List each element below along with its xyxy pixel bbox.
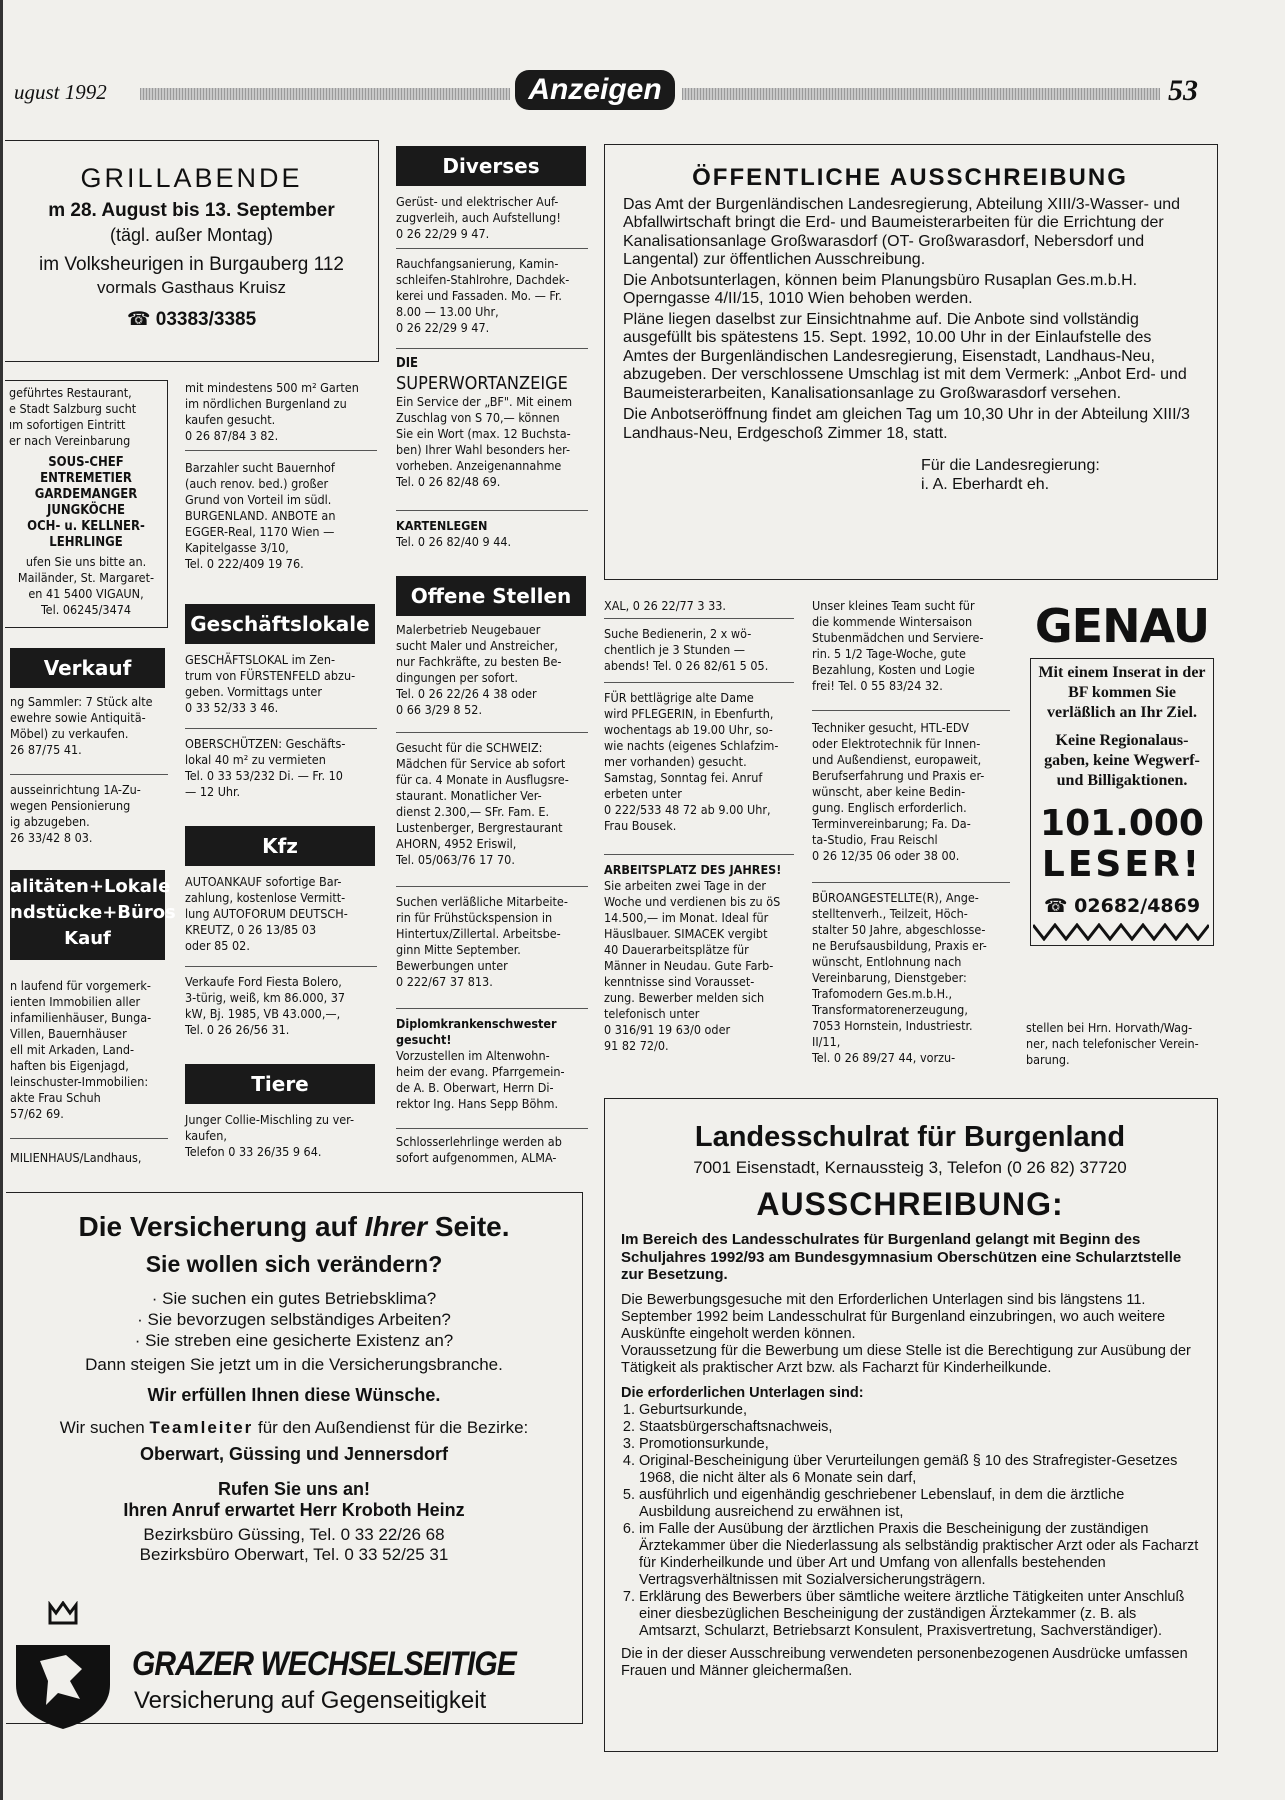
insurance-sub: Sie wollen sich verändern? (145, 1251, 443, 1277)
realitaeten-ad: n laufend für vorgemerk- ienten Immobilien aller infamilienhäuser, Bunga- Villen, Bauernhäuser ell mit Arkaden, Land- haften bis Eigenjagd, leinschuster-Immobilien: akte Frau Schuh 57/62 69. (10, 978, 152, 1121)
xal-ad: XAL, 0 26 22/77 3 33. (604, 598, 726, 613)
restaurant-jobs: SOUS-CHEF ENTREMETIER GARDEMANGER JUNGKÖCHE OCH- u. KELLNER- LEHRLINGE (27, 455, 145, 550)
grill-formerly: vormals Gasthaus Kruisz (97, 278, 286, 297)
school-body: Die Bewerbungsgesuche mit den Erforderlichen Unterlagen sind bis längstens 11. September 1992 beim Landesschulrat für Burgenland einzubringen, wo auch weitere Auskünfte eingeholt werden können. Voraussetzung für die Bewerbung um diese Stelle ist die Berechtigung zur Ausübung der Tätigkeit als praktischer Arzt bzw. als Facharzt für Kinderheilkunde. Die erforderlichen Unterlagen sind: 1. Geburtsurkunde, 2. Staatsbürgerschaftsnachweis, 3. Promotionsurkunde, 4. Original-Bescheinigung über Verurteilungen gemäß § 10 des Strafregister-Gesetzes 1968, die nicht älter als 6 Monate sein darf, 5. ausführlich und eigenhändig geschriebener Lebenslauf, in dem die ärztliche Ausbildung ausreichend zu erwähnen ist, 6. im Falle der Ausübung der ärztlichen Praxis die Bescheinigung der zuständigen Ärztekammer über die Niederlassung als selbständig praktischer Arzt oder als Facharzt für Kinderheilkunde und über Art und Umfang von allenfalls bestehenden Vertragsverhältnissen mit Sozialversicherungsträgern. 7. Erklärung des Bewerbers über sämtliche weitere ärztliche Tätigkeiten unter Anschluß einer diesbezüglichen Bescheinigung der zuständigen Ärztekammer (z. B. als Amtsarzt, Schularzt, Betriebsarzt Konsulent, Praxisvertretung, Sachverständiger). Die in der dieser Ausschreibung verwendeten personenbezogenen Ausdrücke umfassen Frauen und Männer gleichermaßen. (621, 1292, 1199, 1680)
tiere-heading: Tiere (185, 1064, 375, 1104)
offene-stellen-heading: Offene Stellen (396, 576, 586, 616)
insurance-wir-suchen: Wir suchen Teamleiter für den Außendienst für die Bezirke: (59, 1418, 529, 1437)
school-requirements: 1. Geburtsurkunde, 2. Staatsbürgerschaftsnachweis, 3. Promotionsurkunde, 4. Original-Bescheinigung über Verurteilungen gemäß § 10 des Strafregister-Gesetzes 1968, die nicht älter als 6 Monate sein darf, 5. ausführlich und eigenhändig geschriebener Lebenslauf, in dem die ärztliche Ausbildung ausreichend zu erwähnen ist, 6. im Falle der Ausübung der ärztlichen Praxis die Bescheinigung der zuständigen Ärztekammer über die Niederlassung als selbständig praktischer Arzt oder als Facharzt für Kinderheilkunde und über Art und Umfang von allenfalls bestehenden Vertragsverhältnissen mit Sozialversicherungsträgern. 7. Erklärung des Bewerbers über sämtliche weitere ärztliche Tätigkeiten unter Anschluß einer diesbezüglichen Bescheinigung der zuständigen Ärztekammer (z. B. als Amtsarzt, Schularzt, Betriebsarzt Konsulent, Praxisvertretung, Sachverständiger). (621, 1402, 1199, 1640)
grill-days: (tägl. außer Montag) (109, 225, 274, 245)
insurance-buero-oberwart: Bezirksbüro Oberwart, Tel. 0 33 52/25 31 (139, 1545, 449, 1564)
superwort-die: DIE (396, 356, 419, 371)
divider (812, 882, 1010, 883)
genau-ad (1030, 598, 1214, 996)
school-ad (604, 1098, 1218, 1752)
divider (396, 886, 588, 887)
phone-icon: ☎ (126, 309, 156, 330)
superwort-ad (396, 356, 588, 490)
public-tender-p1: Das Amt der Burgenländischen Landesregierung, Abteilung XIII/3-Wasser- und Abfallwirtschaft bringt die Erd- und Baumeisterarbeiten für die Errichtung der Kanalisationsanlage Großwarasdorf (OT- Großwarasdorf, Nebersdorf und Langental) zur öffentlichen Ausschreibung. (623, 195, 1181, 268)
insurance-tagline: Versicherung auf Gegenseitigkeit (134, 1687, 487, 1714)
divider (812, 710, 1010, 711)
school-title: Landesschulrat für Burgenland (694, 1121, 1126, 1153)
superwort-text: Ein Service der „BF". Mit einem Zuschlag von S 70,— können Sie ein Wort (max. 12 Buchsta- ben) Ihrer Wahl besonders her- vorheben. Anzeigenannahme Tel. 0 26 82/48 69. (396, 394, 573, 489)
superwort-title: SUPERWORTANZEIGE (396, 373, 568, 394)
restaurant-text: geführtes Restaurant, e Stadt Salzburg sucht ım sofortigen Eintritt er nach Vereinbarung (9, 385, 137, 448)
genau-title: GENAU (1034, 599, 1210, 653)
genau-inner (1030, 658, 1214, 946)
public-tender-box (604, 144, 1218, 580)
team-ad: Unser kleines Team sucht für die kommende Wintersaison Stubenmädchen und Serviere- rin. 5 1/2 Tage-Woche, gute Bezahlung, Kosten und Logie frei! Tel. 0 55 83/24 32. (812, 598, 984, 693)
header-month: ugust 1992 (14, 80, 107, 104)
public-tender-p4: Die Anbotseröffnung findet am gleichen Tag um 10,30 Uhr in der Abteilung XIII/3 Landhaus-Neu, Erdgeschoß Zimmer 18, statt. (623, 406, 1190, 442)
school-intro: Im Bereich des Landesschulrates für Burgenland gelangt mit Beginn des Schuljahres 1992/93 am Bundesgymnasium Oberschützen eine Schularztstelle zur Besetzung. (621, 1231, 1182, 1283)
insurance-brand: GRAZER WECHSELSEITIGE (132, 1645, 516, 1683)
grazer-crest-icon (10, 1601, 116, 1731)
public-tender-p3: Pläne liegen daselbst zur Einsichtnahme auf. Die Anbote sind vollständig ausgefüllt bis spätestens 15. Sept. 1992, 10.00 Uhr in der Einlaufstelle des Amtes der Burgenländischen Landesregierung, Eisenstadt, Landhaus-Neu, abzugeben. Der verschlossene Umschlag ist mit dem Vermerk: „Anbot Erd- und Baumeisterarbeiten, Kanalisationsanlage zu Großwarasdorf versehen. (623, 310, 1187, 402)
garten-ad: mit mindestens 500 m² Garten im nördlichen Burgenland zu kaufen gesucht. 0 26 87/84 3 82. (185, 380, 359, 443)
divider (185, 966, 377, 967)
pflegerin-ad: FÜR bettlägrige alte Dame wird PFLEGERIN, in Ebenfurth, wochentags ab 19.00 Uhr, so- wie nachts (eigenes Schlafzim- mer vorhanden) gesucht. Samstag, Sonntag fei. Anruf erbeten unter 0 222/533 48 72 ab 9.00 Uhr, Frau Bousek. (604, 690, 779, 833)
restaurant-contact: ufen Sie uns bitte an. Mailänder, St. Margaret- en 41 5400 VIGAUN, Tel. 06245/3474 (17, 554, 155, 617)
genau-phone-row (1033, 895, 1211, 917)
restaurant-ad (5, 380, 168, 628)
divider (396, 1008, 588, 1009)
page-number: 53 (1168, 74, 1198, 107)
insurance-ad (6, 1192, 583, 1724)
divider (604, 682, 794, 683)
arbeitsplatz-ad: ARBEITSPLATZ DES JAHRES! Sie arbeiten zwei Tage in der Woche und verdienen bis zu öS 14.500,— im Monat. Ideal für Häuslbauer. SIMACEK vergibt 40 Dauerarbeitsplätze für Männer in Neudau. Gute Farb- kenntnisse sind Vorausset- zung. Bewerber melden sich telefonisch unter 0 316/91 19 63/0 oder 91 82 72/0. (604, 862, 782, 1053)
geschaeftslokal-ad: GESCHÄFTSLOKAL im Zen- trum von FÜRSTENFELD abzu- geben. Vormittags unter 0 33 52/33 3 46. (185, 652, 356, 715)
divider (396, 1128, 588, 1129)
divider (396, 510, 588, 511)
grill-title: GRILLABENDE (80, 163, 303, 193)
fiesta-ad: Verkaufe Ford Fiesta Bolero, 3-türig, weiß, km 86.000, 37 kW, Bj. 1985, VB 43.000,—, Tel. 0 26 26/56 31. (185, 974, 346, 1037)
insurance-bullets: · Sie suchen ein gutes Betriebsklima? · Sie bevorzugen selbständiges Arbeiten? · Sie streben eine gesicherte Existenz an? (134, 1289, 454, 1350)
autoankauf-ad: AUTOANKAUF sofortige Bar- zahlung, kostenlose Vermitt- lung AUTOFORUM DEUTSCH- KREUTZ, 0 26 13/85 03 oder 85 02. (185, 874, 348, 953)
left-page-edge (0, 0, 3, 1800)
grill-dates: m 28. August bis 13. September (48, 200, 335, 221)
header-rule-left (140, 88, 510, 100)
oberschuetzen-ad: OBERSCHÜTZEN: Geschäfts- lokal 40 m² zu vermieten Tel. 0 33 53/232 Di. — Fr. 10 — 12 Uhr. (185, 736, 346, 799)
insurance-rufen: Rufen Sie uns an! (217, 1479, 370, 1499)
rauchfang-ad: Rauchfangsanierung, Kamin- schleifen-Stahlrohre, Dachdek- kerei und Fassaden. Mo. — Fr. 8.00 — 13.00 Uhr, 0 26 22/29 9 47. (396, 256, 570, 335)
grill-place: im Volksheurigen in Burgauberg 112 (39, 254, 344, 275)
schweiz-ad: Gesucht für die SCHWEIZ: Mädchen für Service ab sofort für ca. 4 Monate in Ausflugsre- staurant. Monatlicher Ver- dienst 2.300,— SFr. Fam. E. Lustenberger, Bergrestaurant AHORN, 4952 Eriswil, Tel. 05/063/76 17 70. (396, 740, 569, 867)
collie-ad: Junger Collie-Mischling zu ver- kaufen, Telefon 0 33 26/35 9 64. (185, 1112, 355, 1159)
school-address: 7001 Eisenstadt, Kernaussteig 3, Telefon (0 26 82) 37720 (693, 1158, 1127, 1177)
sammler-ad: ng Sammler: 7 Stück alte ewehre sowie Antiquitä- Möbel) zu verkaufen. 26 87/75 41. (10, 694, 153, 757)
geruest-ad: Gerüst- und elektrischer Auf- zugverleih, auch Aufstellung! 0 26 22/29 9 47. (396, 194, 561, 241)
insurance-headline: Die Versicherung auf Ihrer Seite. (78, 1211, 510, 1242)
divider (396, 732, 588, 733)
school-heading: AUSSCHREIBUNG: (756, 1186, 1064, 1222)
hauseinrichtung-ad: ausseinrichtung 1A-Zu- wegen Pensionierung ig abzugeben. 26 33/42 8 03. (10, 782, 141, 845)
familienhaus-ad: MILIENHAUS/Landhaus, (10, 1150, 142, 1165)
horvath-ad: stellen bei Hrn. Horvath/Wag- ner, nach telefonischer Verein- barung. (1026, 1020, 1199, 1067)
diplom-ad: Diplomkrankenschwester gesucht! Vorzustellen im Altenwohn- heim der evang. Pfarrgemein- de A. B. Oberwart, Herrn Di- rektor Ing. Hans Sepp Böhm. (396, 1016, 565, 1111)
header-section-title: Anzeigen (515, 70, 675, 110)
grill-ad (5, 140, 379, 362)
divider (10, 1138, 168, 1139)
barzahler-ad: Barzahler sucht Bauernhof (auch renov. bed.) großer Grund von Vorteil im südl. BURGENLAND. ANBOTE an EGGER-Real, 1170 Wien — Kapitelgasse 3/10, Tel. 0 222/409 19 76. (185, 460, 336, 571)
grill-phone-row (5, 308, 378, 331)
divider (185, 728, 377, 729)
realitaeten-heading: alitäten+Lokale ndstücke+Büros Kauf (10, 870, 165, 960)
insurance-wir: Wir erfüllen Ihnen diese Wünsche. (147, 1385, 441, 1405)
divider (396, 348, 588, 349)
header-rule-right (682, 88, 1160, 100)
genau-leser: LESER! (1041, 844, 1203, 885)
kartenlegen-ad: KARTENLEGEN Tel. 0 26 82/40 9 44. (396, 518, 512, 549)
grill-phone: 03383/3385 (155, 309, 257, 330)
genau-phone: 02682/4869 (1074, 895, 1201, 917)
schlosser-ad: Schlosserlehrlinge werden ab sofort aufgenommen, ALMA- (396, 1134, 562, 1165)
public-tender-signature: Für die Landesregierung: i. A. Eberhardt eh. (921, 457, 1100, 493)
diverses-heading: Diverses (396, 146, 586, 186)
insurance-dann: Dann steigen Sie jetzt um in die Versicherungsbranche. (85, 1355, 503, 1374)
bedienerin-ad: Suche Bedienerin, 2 x wö- chentlich je 3 Stunden — abends! Tel. 0 26 82/61 5 05. (604, 626, 769, 673)
zigzag-decoration (1033, 923, 1209, 941)
malerbetrieb-ad: Malerbetrieb Neugebauer sucht Maler und Anstreicher, nur Fachkräfte, zu besten Be- dingungen per sofort. Tel. 0 26 22/26 4 38 oder 0 66 3/29 8 52. (396, 622, 562, 717)
divider (396, 248, 588, 249)
divider (10, 774, 168, 775)
divider (604, 854, 794, 855)
hintertux-ad: Suchen verläßliche Mitarbeite- rin für Frühstückspension in Hintertux/Zillertal. Arbeitsbe- ginn Mitte September. Bewerbungen unter 0 222/67 37 813. (396, 894, 568, 989)
insurance-bezirke: Oberwart, Güssing und Jennersdorf (139, 1444, 449, 1464)
divider (185, 450, 377, 451)
phone-icon: ☎ (1043, 895, 1075, 917)
genau-line2: Keine Regionalaus- gaben, keine Wegwerf- und Billigaktionen. (1044, 732, 1200, 789)
public-tender-p2: Die Anbotsunterlagen, können beim Planungsbüro Rusaplan Ges.m.b.H. Operngasse 4/II/15, 1010 Wien behoben werden. (623, 271, 1138, 307)
genau-readers: 101.000 (1040, 803, 1204, 844)
public-tender-title: ÖFFENTLICHE AUSSCHREIBUNG (692, 164, 1128, 191)
verkauf-heading: Verkauf (10, 648, 165, 688)
insurance-anruf: Ihren Anruf erwartet Herr Kroboth Heinz (123, 1500, 465, 1520)
genau-line1: Mit einem Inserat in der BF kommen Sie verläßlich an Ihr Ziel. (1038, 664, 1206, 721)
buero-ad: BÜROANGESTELLTE(R), Ange- stelltenverh., Teilzeit, Höch- stalter 50 Jahre, abgeschlosse- ne Berufsausbildung, Praxis er- wünscht, Entlohnung nach Vereinbarung, Dienstgeber: Trafomodern Ges.m.b.H., Transformatorenerzeugung, 7053 Hornstein, Industriestr. II/11, Tel. 0 26 89/27 44, vorzu- (812, 890, 987, 1065)
divider (604, 618, 794, 619)
kfz-heading: Kfz (185, 826, 375, 866)
techniker-ad: Techniker gesucht, HTL-EDV oder Elektrotechnik für Innen- und Außendienst, europaweit, Berufserfahrung und Praxis er- wünscht, aber keine Bedin- gung. Englisch erforderlich. Terminvereinbarung; Fa. Da- ta-Studio, Frau Reischl 0 26 12/35 06 oder 38 00. (812, 720, 985, 863)
insurance-buero-guessing: Bezirksbüro Güssing, Tel. 0 33 22/26 68 (143, 1525, 445, 1544)
geschaeftslokale-heading: Geschäftslokale (185, 604, 375, 644)
